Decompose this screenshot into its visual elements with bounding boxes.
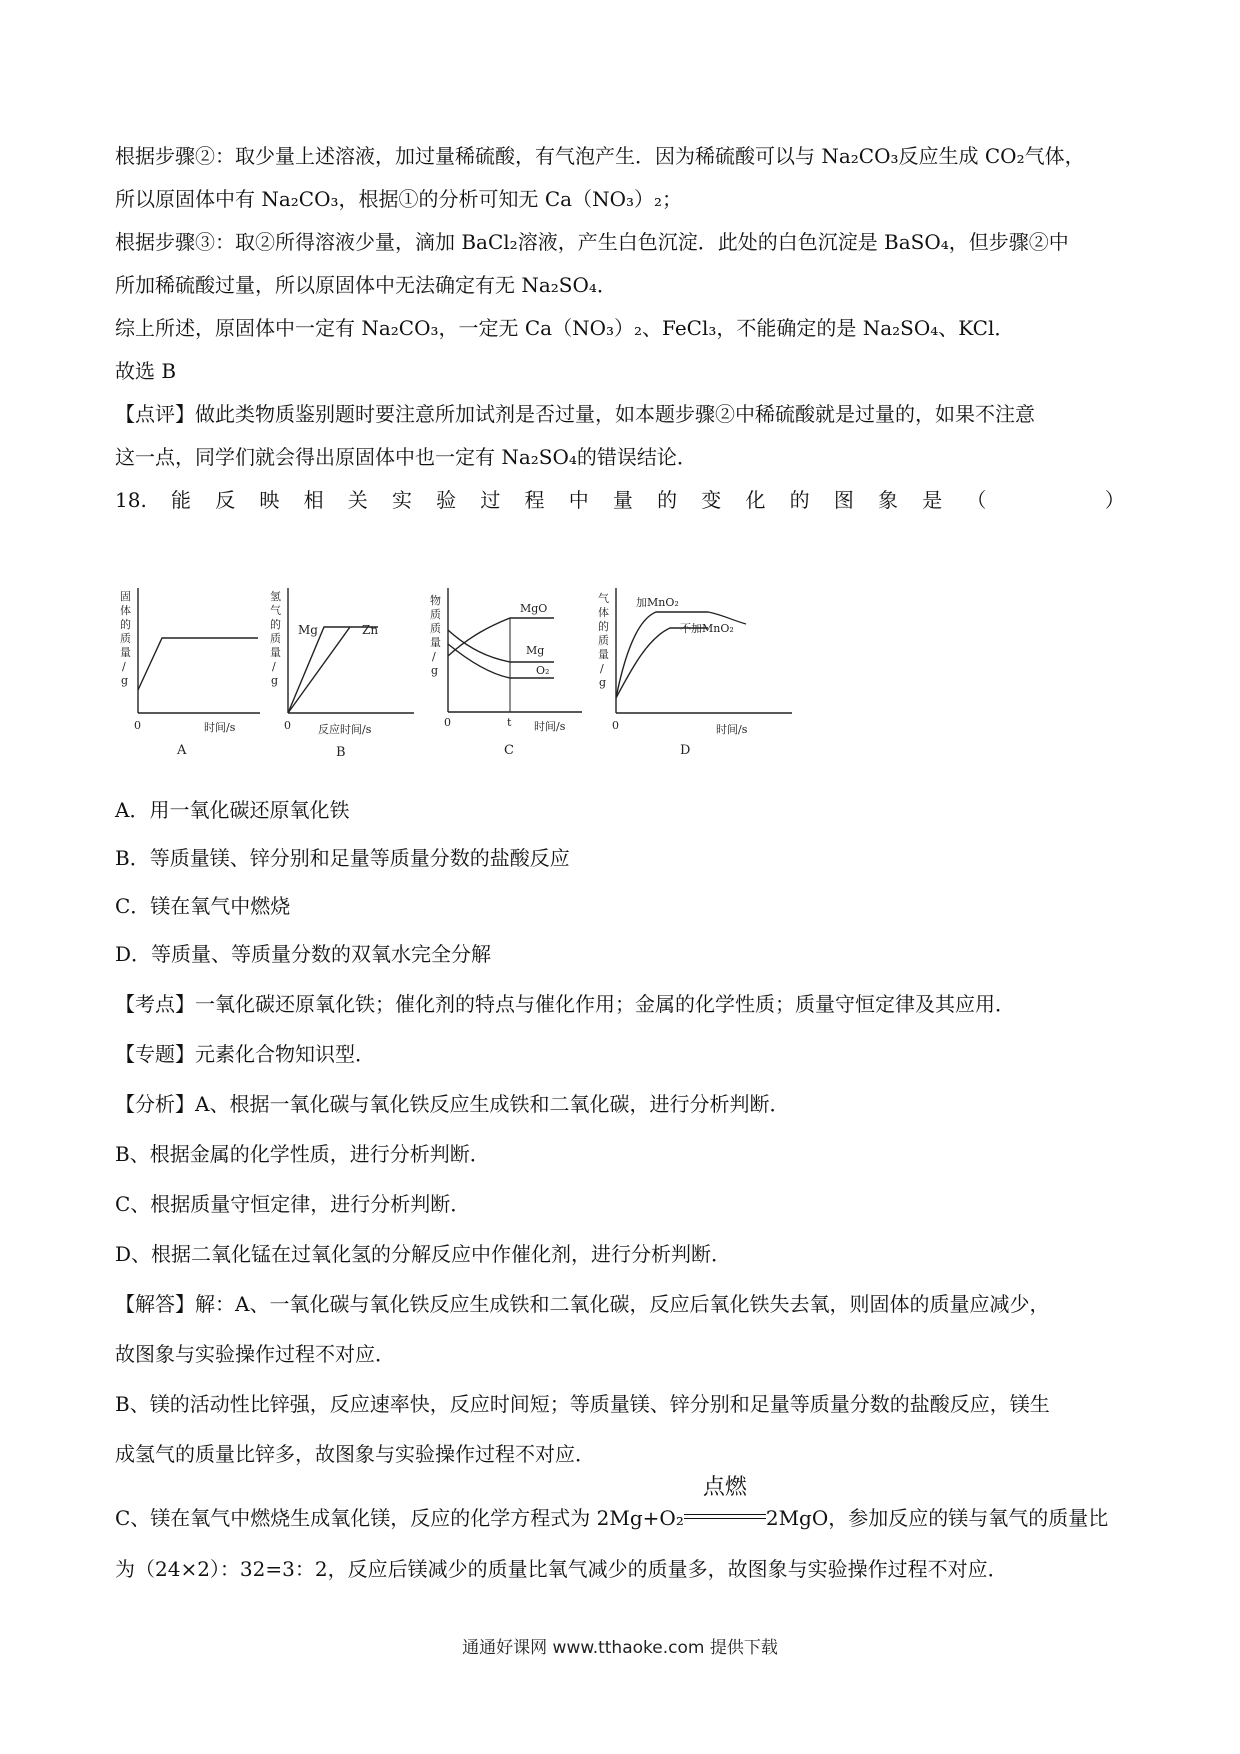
ylabel-char: 质	[120, 632, 131, 645]
q-close: ）	[1104, 488, 1125, 512]
series-label: 不加MnO₂	[680, 622, 734, 635]
series-label: MgO	[520, 602, 548, 615]
fenxi-c-line: C、根据质量守恒定律，进行分析判断．	[115, 1192, 471, 1216]
q-char: 的	[789, 488, 810, 512]
origin-label: 0	[134, 719, 141, 732]
ylabel-char: 质	[430, 608, 441, 621]
q-char: 图	[833, 488, 854, 512]
q-char: 量	[612, 488, 633, 512]
ylabel-char: 固	[120, 590, 131, 603]
x-axis-label: 时间/s	[534, 720, 566, 733]
graph-label: A	[177, 743, 187, 758]
ylabel-char: 体	[120, 604, 131, 617]
option-c: C．镁在氧气中燃烧	[115, 894, 291, 918]
origin-label: 0	[284, 719, 291, 732]
text-line: 根据步骤③：取②所得溶液少量，滴加 BaCl₂溶液，产生白色沉淀．此处的白色沉淀是 BaSO₄，但步骤②中	[115, 230, 1069, 254]
text-line: 所加稀硫酸过量，所以原固体中无法确定有无 Na₂SO₄．	[115, 273, 617, 297]
kaodian-line: 【考点】一氧化碳还原氧化铁；催化剂的特点与催化作用；金属的化学性质；质量守恒定律及其应用．	[115, 992, 1015, 1016]
q-char: 反	[215, 488, 236, 512]
text-line: 所以原固体中有 Na₂CO₃，根据①的分析可知无 Ca（NO₃）₂；	[115, 187, 683, 211]
x-axis-label: 反应时间/s	[318, 723, 372, 736]
q-char: 变	[701, 488, 722, 512]
equation-before: C、镁在氧气中燃烧生成氧化镁，反应的化学方程式为 2Mg+O₂	[115, 1506, 684, 1530]
text-line: 综上所述，原固体中一定有 Na₂CO₃，一定无 Ca（NO₃）₂、FeCl₃，不能确定的是 Na₂SO₄、KCl．	[115, 316, 1015, 340]
graph-label: B	[336, 745, 346, 760]
jieda-line: 【解答】解：A、一氧化碳与氧化铁反应生成铁和二氧化碳，反应后氧化铁失去氧，则固体的质量应减少，	[115, 1292, 1050, 1316]
q-char: 能	[171, 488, 191, 512]
fenxi-line: 【分析】A、根据一氧化碳与氧化铁反应生成铁和二氧化碳，进行分析判断．	[115, 1092, 790, 1116]
graphs-figure	[118, 588, 798, 760]
origin-label: 0	[444, 716, 451, 729]
text-line: 这一点，同学们就会得出原固体中也一定有 Na₂SO₄的错误结论．	[115, 445, 697, 469]
graph-b	[268, 588, 423, 760]
jieda-b-line: 成氢气的质量比锌多，故图象与实验操作过程不对应．	[115, 1442, 595, 1466]
option-b: B．等质量镁、锌分别和足量等质量分数的盐酸反应	[115, 846, 570, 870]
footer-source: 通通好课网 www.tthaoke.com 提供下载	[462, 1638, 778, 1658]
ylabel-char: 物	[430, 594, 441, 607]
text-line: 故选 B	[115, 359, 177, 383]
ylabel-char: 氢	[270, 590, 281, 603]
q-char: 中	[568, 488, 589, 512]
ylabel-char: 量	[430, 636, 441, 649]
ylabel-char: g	[431, 664, 439, 677]
origin-label: 0	[612, 719, 619, 732]
q-char: 程	[524, 488, 545, 512]
ylabel-char: /	[122, 660, 126, 673]
q-char: （	[966, 488, 987, 512]
q-char: 验	[436, 488, 457, 512]
ylabel-char: 质	[430, 622, 441, 635]
zhuanti-line: 【专题】元素化合物知识型．	[115, 1042, 375, 1066]
ylabel-char: 的	[120, 618, 131, 631]
ylabel-char: 质	[598, 634, 609, 647]
ylabel-char: 的	[270, 618, 281, 631]
q-char: 化	[745, 488, 766, 512]
q-char: 实	[391, 488, 412, 512]
curve-without-mno2	[616, 628, 708, 698]
q-char: 的	[657, 488, 678, 512]
series-label: Mg	[298, 623, 318, 637]
fenxi-b-line: B、根据金属的化学性质，进行分析判断．	[115, 1142, 490, 1166]
x-axis-label: 时间/s	[204, 721, 236, 734]
fenxi-d-line: D、根据二氧化锰在过氧化氢的分解反应中作催化剂，进行分析判断．	[115, 1242, 732, 1266]
ylabel-char: 量	[270, 646, 281, 659]
ylabel-char: g	[599, 676, 607, 689]
series-label: Zn	[362, 623, 379, 637]
ylabel-char: /	[432, 650, 436, 663]
question-18	[115, 486, 1125, 514]
option-d: D．等质量、等质量分数的双氧水完全分解	[115, 942, 492, 966]
ylabel-char: 体	[598, 606, 609, 619]
jieda-c-line	[115, 1475, 1140, 1532]
ylabel-char: g	[121, 674, 129, 687]
q-char: 关	[347, 488, 368, 512]
q-char: 过	[480, 488, 501, 512]
q-char: 相	[303, 488, 324, 512]
q-char: 象	[878, 488, 898, 512]
q-char: 是	[922, 488, 943, 512]
graph-label: D	[680, 743, 691, 758]
jieda-line: 故图象与实验操作过程不对应．	[115, 1342, 395, 1366]
question-number: 18.	[115, 488, 147, 512]
graph-label: C	[504, 743, 514, 758]
curve	[138, 638, 258, 690]
ylabel-char: 量	[120, 646, 131, 659]
graph-a	[118, 588, 268, 760]
curve-zn	[288, 627, 378, 713]
jieda-c-line-2: 为（24×2）：32=3：2，反应后镁减少的质量比氧气减少的质量多，故图象与实验操作过程不对应．	[115, 1557, 1008, 1581]
q-char: 映	[259, 488, 280, 512]
ylabel-char: 的	[598, 620, 609, 633]
reaction-arrow	[684, 1475, 766, 1532]
x-axis-label: 时间/s	[716, 723, 748, 736]
text-line: 【点评】做此类物质鉴别题时要注意所加试剂是否过量，如本题步骤②中稀硫酸就是过量的，如果不注意	[115, 402, 1035, 426]
series-label: O₂	[536, 664, 550, 677]
ylabel-char: /	[272, 660, 276, 673]
series-label: Mg	[526, 644, 545, 657]
graph-c	[430, 588, 590, 760]
equation-after: 2MgO，参加反应的镁与氧气的质量比	[765, 1506, 1109, 1530]
ylabel-char: 量	[598, 648, 609, 661]
graph-d	[596, 588, 796, 760]
ylabel-char: 气	[270, 604, 281, 617]
ylabel-char: 质	[270, 632, 281, 645]
ylabel-char: g	[271, 674, 279, 687]
ylabel-char: /	[600, 662, 604, 675]
reaction-condition: 点燃	[702, 1475, 747, 1500]
jieda-b-line: B、镁的活动性比锌强，反应速率快，反应时间短；等质量镁、锌分别和足量等质量分数的盐酸反应，镁生	[115, 1392, 1050, 1416]
ylabel-char: 气	[598, 592, 609, 605]
series-label: 加MnO₂	[636, 596, 679, 609]
option-a: A．用一氧化碳还原氧化铁	[115, 798, 350, 822]
tick-label: t	[507, 716, 512, 729]
text-line: 根据步骤②：取少量上述溶液，加过量稀硫酸，有气泡产生．因为稀硫酸可以与 Na₂CO₃反应生成 CO₂气体，	[115, 144, 1085, 168]
